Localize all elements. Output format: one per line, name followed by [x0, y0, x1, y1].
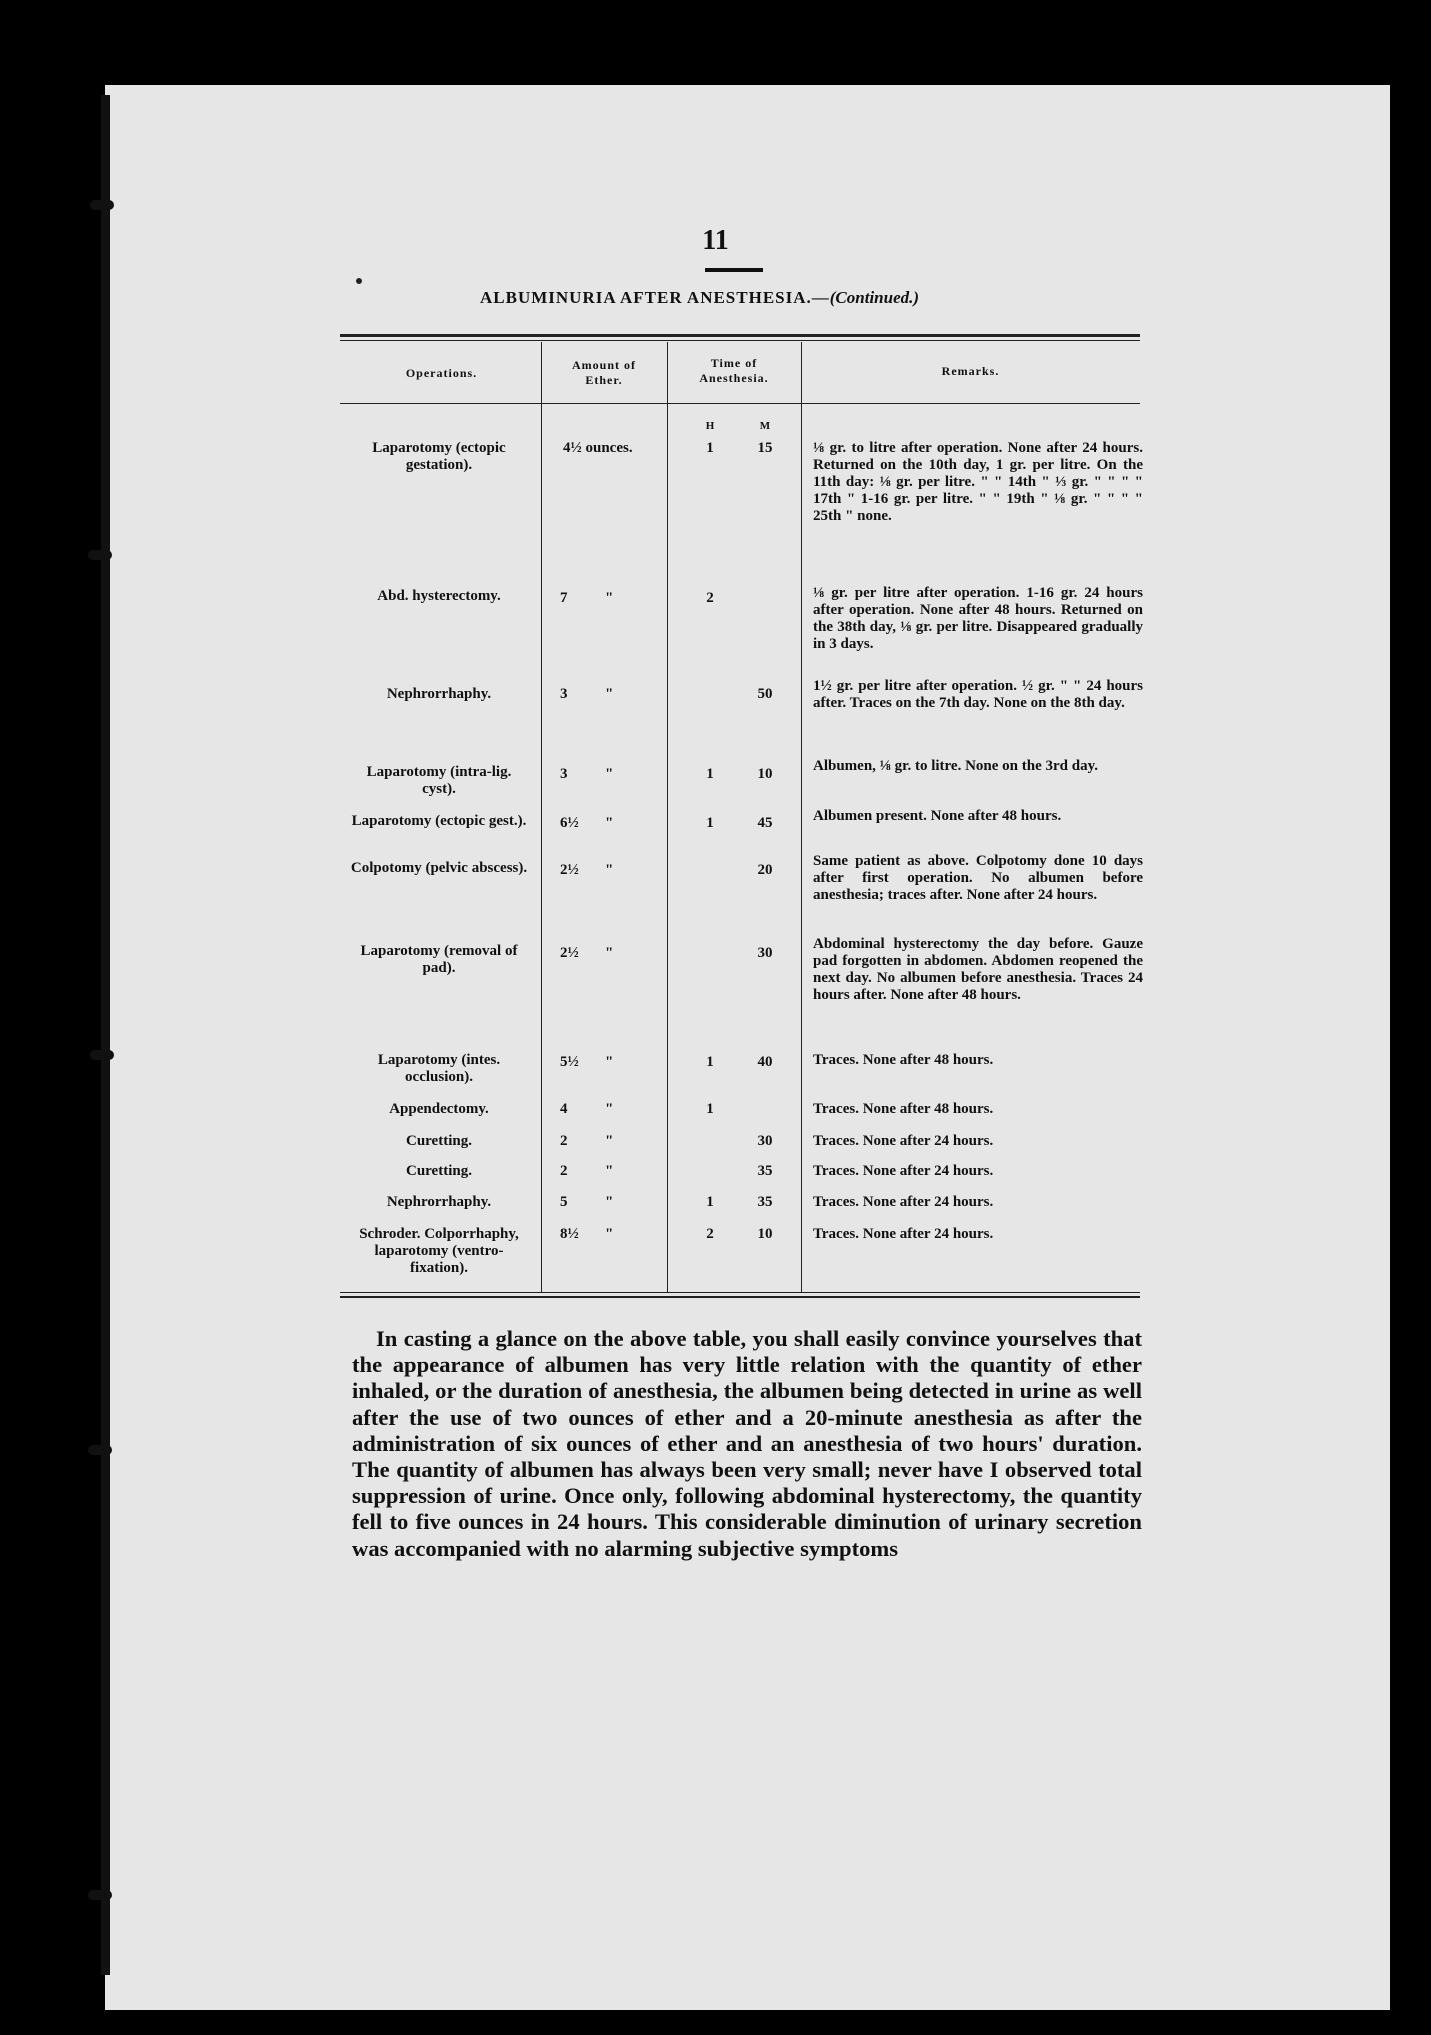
row-amount: 4½ ounces.: [563, 440, 633, 456]
table-bottom-rule-thin: [340, 1292, 1140, 1293]
row-remarks: ⅛ gr. per litre after operation. 1-16 gr. 24 hours after operation. None after 48 hours. Returned on the 38th day, ⅛ gr. per litre. Disappeared gradually in 3 days.: [813, 585, 1143, 652]
row-minutes: 10: [757, 766, 773, 782]
row-remarks: Traces. None after 48 hours.: [813, 1052, 994, 1068]
row-hours: 2: [706, 1226, 714, 1242]
row-minutes: 45: [757, 815, 773, 831]
binding-mark: [90, 1050, 114, 1060]
column-divider: [667, 342, 668, 1292]
row-operation: Laparotomy (ectopic gestation).: [372, 440, 506, 473]
row-hours: 1: [706, 815, 714, 831]
header-amount: [543, 358, 665, 388]
row-operation: Schroder. Colporrhaphy, laparotomy (ventro-fixation).: [359, 1226, 519, 1276]
row-ditto: ": [605, 1054, 614, 1070]
header-remarks: Remarks.: [941, 364, 1000, 378]
row-ditto: ": [605, 1101, 614, 1117]
row-operation: Colpotomy (pelvic abscess).: [350, 860, 528, 876]
row-remarks: 1½ gr. per litre after operation. ½ gr. " " 24 hours after. Traces on the 7th day. None on the 8th day.: [813, 678, 1143, 711]
row-amount: 7: [560, 590, 568, 606]
row-operation: Abd. hysterectomy.: [377, 588, 501, 604]
column-divider: [541, 342, 542, 1292]
table-title-continued: (Continued.): [829, 288, 920, 307]
row-remarks: Abdominal hysterectomy the day before. Gauze pad forgotten in abdomen. Abdomen reopened the next day. No albumen before anesthesia. Traces 24 hours after. None after 48 hours.: [813, 936, 1143, 1003]
table-bottom-rule: [340, 1296, 1140, 1298]
row-operation: Laparotomy (ectopic gest.).: [351, 813, 527, 829]
row-amount: 3: [560, 766, 568, 782]
row-operation: Laparotomy (removal of pad).: [360, 943, 518, 976]
header-bottom-rule: [340, 403, 1140, 404]
row-minutes: 30: [757, 945, 773, 961]
row-remarks: ⅛ gr. to litre after operation. None after 24 hours. Returned on the 10th day, 1 gr. per litre. On the 11th day: ⅛ gr. per litre. " " 14th " ⅓ gr. " " " " 17th " 1-16 gr. per litre. " " 19th " ⅛ gr. " " " " 25th " none.: [813, 440, 1143, 524]
row-amount: 6½: [560, 815, 579, 831]
row-ditto: ": [605, 815, 614, 831]
header-time-line2: Anesthesia.: [699, 371, 769, 385]
row-operation: Laparotomy (intes. occlusion).: [377, 1052, 501, 1085]
row-ditto: ": [605, 1226, 614, 1242]
header-operations: Operations.: [405, 366, 478, 380]
row-minutes: 30: [757, 1133, 773, 1149]
row-remarks: Traces. None after 48 hours.: [813, 1101, 994, 1117]
binding-mark: [88, 1890, 112, 1900]
row-amount: 5: [560, 1194, 568, 1210]
row-amount: 3: [560, 686, 568, 702]
binding-mark: [90, 200, 114, 210]
binding-mark: [88, 1445, 112, 1455]
row-amount: 5½: [560, 1054, 579, 1070]
row-operation: Curetting.: [406, 1133, 472, 1149]
row-amount: 8½: [560, 1226, 579, 1242]
table-title: [480, 288, 919, 308]
row-remarks: Traces. None after 24 hours.: [813, 1194, 994, 1210]
row-minutes: 40: [757, 1054, 773, 1070]
row-operation: Nephrorrhaphy.: [386, 1194, 492, 1210]
row-hours: 1: [706, 440, 714, 456]
row-minutes: 35: [757, 1194, 773, 1210]
row-remarks: Albumen, ⅛ gr. to litre. None on the 3rd day.: [813, 758, 1099, 774]
row-minutes: 10: [757, 1226, 773, 1242]
row-amount: 2: [560, 1133, 568, 1149]
table-top-rule: [340, 334, 1140, 337]
row-remarks: Traces. None after 24 hours.: [813, 1163, 994, 1179]
row-amount: 2: [560, 1163, 568, 1179]
row-amount: 2½: [560, 945, 579, 961]
row-ditto: ": [605, 686, 614, 702]
header-time-line1: Time of: [710, 356, 758, 370]
header-amount-line1: Amount of: [571, 358, 636, 372]
paragraph-text: In casting a glance on the above table, you shall easily convince yourselves that the appearance of albumen has very little relation with the quantity of ether inhaled, or the duration of anesthesia, the albumen being detected in urine as well after the use of two ounces of ether and a 20-minute anesthesia as after the administration of six ounces of ether and an anesthesia of two hours' duration. The quantity of albumen has always been very small; never have I observed total suppression of urine. Once only, following abdominal hysterectomy, the quantity fell to five ounces in 24 hours. This considerable diminution of urinary secretion was accompanied with no alarming subjective symptoms: [352, 1326, 1142, 1561]
row-hours: 1: [706, 1101, 714, 1117]
ink-dot: [356, 278, 362, 284]
header-amount-line2: Ether.: [585, 373, 623, 387]
row-minutes: 15: [757, 440, 773, 456]
row-remarks: Same patient as above. Colpotomy done 10 days after first operation. No albumen before anesthesia; traces after. None after 24 hours.: [813, 853, 1143, 903]
body-paragraph: [352, 1326, 1142, 1562]
row-amount: 2½: [560, 862, 579, 878]
row-remarks: Traces. None after 24 hours.: [813, 1226, 994, 1242]
scan-border: [1391, 0, 1431, 2035]
row-minutes: 20: [757, 862, 773, 878]
binding-mark: [88, 550, 112, 560]
row-ditto: ": [605, 862, 614, 878]
page-number-rule: [705, 268, 763, 272]
minutes-unit-label: M: [759, 420, 771, 432]
row-hours: 2: [706, 590, 714, 606]
row-ditto: ": [605, 1163, 614, 1179]
column-divider: [801, 342, 802, 1292]
row-ditto: ": [605, 1194, 614, 1210]
row-operation: Nephrorrhaphy.: [386, 686, 492, 702]
row-ditto: ": [605, 1133, 614, 1149]
row-ditto: ": [605, 945, 614, 961]
row-operation: Laparotomy (intra-lig. cyst).: [366, 764, 512, 797]
binding-spine: [101, 95, 110, 1975]
row-minutes: 35: [757, 1163, 773, 1179]
table-title-main: ALBUMINURIA AFTER ANESTHESIA.—: [480, 288, 830, 307]
row-operation: Curetting.: [406, 1163, 472, 1179]
page-number: 11: [702, 225, 729, 256]
row-amount: 4: [560, 1101, 568, 1117]
row-minutes: 50: [757, 686, 773, 702]
row-operation: Appendectomy.: [389, 1101, 489, 1117]
row-hours: 1: [706, 766, 714, 782]
row-hours: 1: [706, 1054, 714, 1070]
hours-unit-label: H: [705, 420, 715, 432]
row-hours: 1: [706, 1194, 714, 1210]
row-ditto: ": [605, 766, 614, 782]
table-top-rule-thin: [340, 340, 1140, 341]
row-remarks: Albumen present. None after 48 hours.: [813, 808, 1062, 824]
row-remarks: Traces. None after 24 hours.: [813, 1133, 994, 1149]
row-ditto: ": [605, 590, 614, 606]
header-time: [669, 356, 799, 386]
